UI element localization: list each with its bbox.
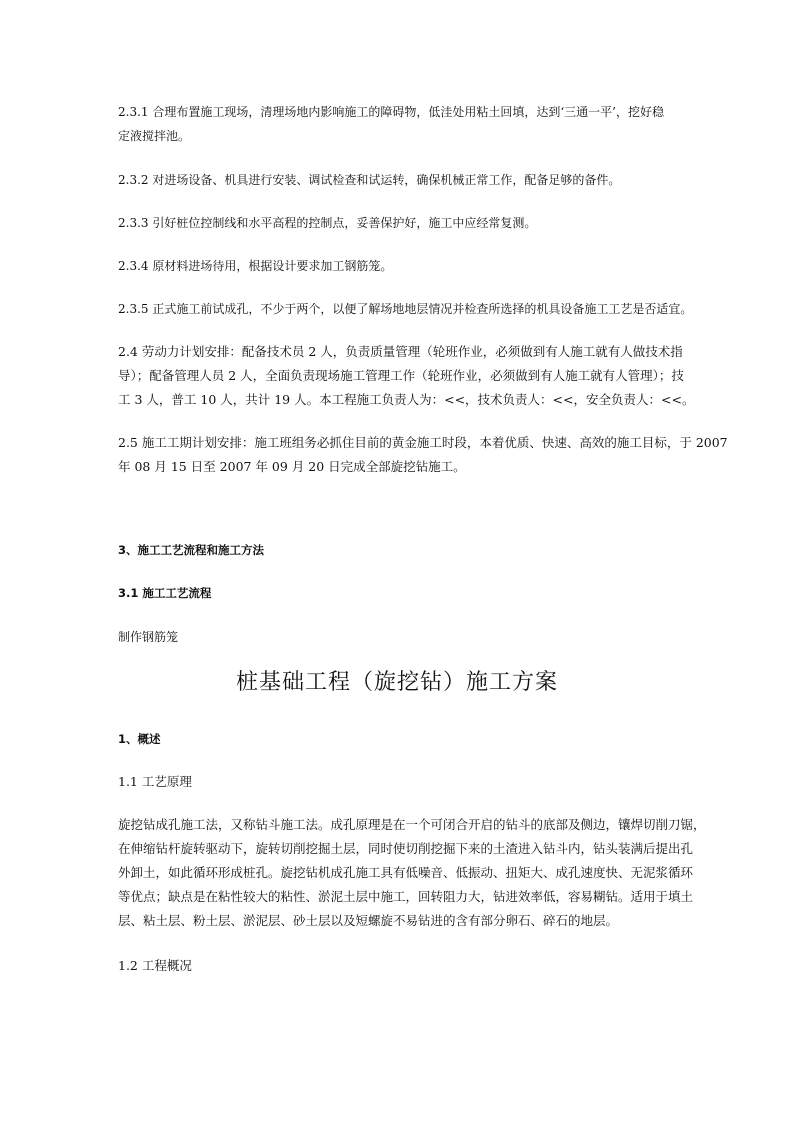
paragraph-2-4 bbox=[118, 340, 695, 412]
paragraph-2-3-1 bbox=[118, 100, 680, 148]
paragraph-line: 导）；配备管理人员 2 人，全面负责现场施工管理工作（轮班作业，必须做到有人施工就有人管理）；技 bbox=[118, 368, 684, 383]
heading-text: 1.2 工程概况 bbox=[118, 958, 192, 973]
paragraph-line: 旋挖钻成孔施工法，又称钻斗施工法。成孔原理是在一个可闭合开启的钻斗的底部及侧边，镶焊切削刀锯， bbox=[118, 817, 706, 832]
flow-item bbox=[118, 625, 680, 649]
heading-text: 1.1 工艺原理 bbox=[118, 774, 192, 789]
paragraph-line: 工 3 人，普工 10 人，共计 19 人。本工程施工负责人为：<<，技术负责人：<<，安全负责人：<<。 bbox=[118, 392, 695, 407]
paragraph-line: 2.3.5 正式施工前试成孔，不少于两个，以便了解场地地层情况并检查所选择的机具设备施工工艺是否适宜。 bbox=[118, 302, 693, 316]
paragraph-2-3-2 bbox=[118, 168, 680, 192]
document-title: 桩基础工程（旋挖钻）施工方案 bbox=[235, 670, 558, 695]
paragraph-2-3-5 bbox=[118, 297, 693, 321]
paragraph-line: 2.3.2 对进场设备、机具进行安装、调试检查和试运转，确保机械正常工作，配备足够的备件。 bbox=[118, 173, 621, 187]
paragraph-line: 层、粘土层、粉土层、淤泥层、砂土层以及短螺旋不易钻进的含有部分卵石、碎石的地层。 bbox=[118, 913, 619, 928]
section-heading-3-1 bbox=[118, 581, 680, 605]
flow-item-text: 制作钢筋笼 bbox=[118, 630, 179, 644]
paragraph-line: 在伸缩钻杆旋转驱动下，旋转切削挖掘土层，同时使切削挖掘下来的土渣进入钻斗内，钻头装满后提出孔 bbox=[118, 841, 694, 856]
paragraph-line: 2.3.3 引好桩位控制线和水平高程的控制点，妥善保护好，施工中应经常复测。 bbox=[118, 216, 537, 230]
paragraph-line: 2.5 施工工期计划安排：施工班组务必抓住目前的黄金施工时段，本着优质、快速、高效的施工目标，于 2007 bbox=[118, 435, 728, 450]
paragraph-2-3-3 bbox=[118, 211, 680, 235]
paragraph-2-5 bbox=[118, 431, 728, 479]
paragraph-2-3-4 bbox=[118, 254, 680, 278]
heading-text: 1、概述 bbox=[118, 732, 161, 746]
section-heading-1-1 bbox=[118, 770, 680, 794]
paragraph-line: 外卸土，如此循环形成桩孔。旋挖钻机成孔施工具有低噪音、低振动、扭矩大、成孔速度快、无泥浆循环 bbox=[118, 865, 694, 880]
paragraph-line: 2.3.4 原材料进场待用，根据设计要求加工钢筋笼。 bbox=[118, 259, 393, 273]
heading-text: 3.1 施工工艺流程 bbox=[118, 586, 212, 600]
heading-text: 3、施工工艺流程和施工方法 bbox=[118, 543, 265, 557]
paragraph-1-1-body bbox=[118, 813, 706, 933]
paragraph-line: 2.4 劳动力计划安排：配备技术员 2 人，负责质量管理（轮班作业，必须做到有人施工就有人做技术指 bbox=[118, 344, 683, 359]
paragraph-line: 年 08 月 15 日至 2007 年 09 月 20 日完成全部旋挖钻施工。 bbox=[118, 459, 466, 474]
section-heading-1-2 bbox=[118, 954, 680, 978]
paragraph-line: 定液搅拌池。 bbox=[118, 129, 191, 143]
paragraph-line: 2.3.1 合理布置施工现场，清理场地内影响施工的障碍物，低洼处用粘土回填，达到‘三通一平’，挖好稳 bbox=[118, 105, 664, 119]
section-heading-3 bbox=[118, 538, 680, 562]
paragraph-line: 等优点；缺点是在粘性较大的粘性、淤泥土层中施工，回转阻力大，钻进效率低，容易糊钻。适用于填土 bbox=[118, 889, 694, 904]
section-heading-1 bbox=[118, 727, 680, 751]
